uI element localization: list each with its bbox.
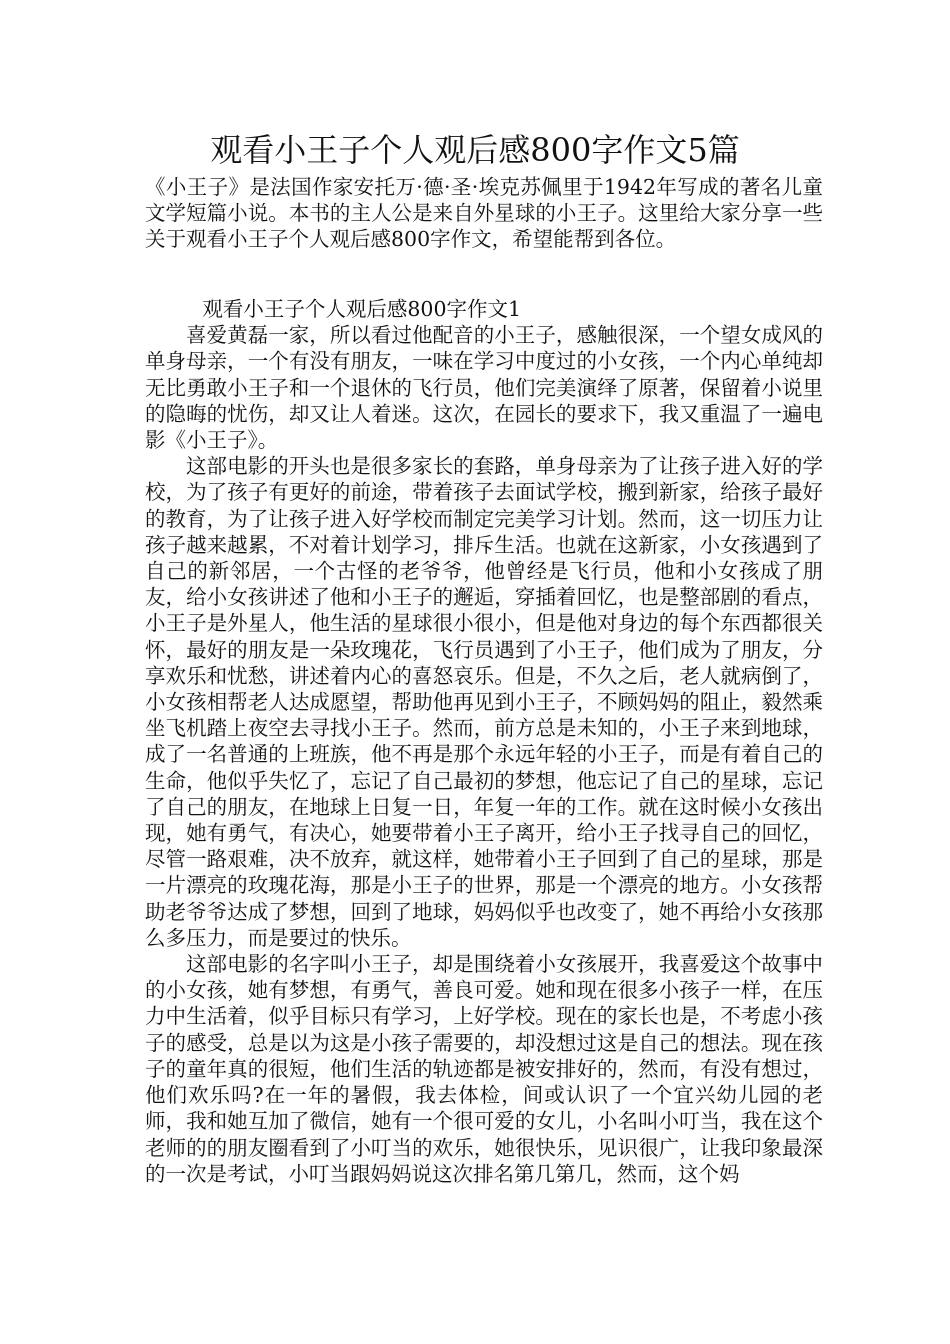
body-paragraph: 这部电影的名字叫小王子，却是围绕着小女孩展开，我喜爱这个故事中的小女孩，她有梦想，有勇气，善良可爱。她和现在很多小孩子一样，在压力中生活着，似乎目标只有学习，上好学校。现在的家长也是，不考虑小孩子的感受，总是以为这是小孩子需要的，却没想过这是自己的想法。现在孩子的童年真的很短，他们生活的轨迹都是被安排好的，然而，有没有想过，他们欢乐吗?在一年的暑假，我去体检，间或认识了一个宜兴幼儿园的老师，我和她互加了微信，她有一个很可爱的女儿，小名叫小叮当，我在这个老师的的朋友圈看到了小叮当的欢乐，她很快乐，见识很广，让我印象最深的一次是考试，小叮当跟妈妈说这次排名第几第几，然而，这个妈 bbox=[145, 952, 823, 1186]
essay-section bbox=[145, 296, 823, 1187]
document-title: 观看小王子个人观后感800字作文5篇 bbox=[210, 131, 740, 169]
section-heading: 观看小王子个人观后感800字作文1 bbox=[202, 297, 522, 321]
body-paragraph: 这部电影的开头也是很多家长的套路，单身母亲为了让孩子进入好的学校，为了孩子有更好的前途，带着孩子去面试学校，搬到新家，给孩子最好的教育，为了让孩子进入好学校而制定完美学习计划。然而，这一切压力让孩子越来越累，不对着计划学习，排斥生活。也就在这新家，小女孩遇到了自己的新邻居，一个古怪的老爷爷，他曾经是飞行员，他和小女孩成了朋友，给小女孩讲述了他和小王子的邂逅，穿插着回忆，也是整部剧的看点，小王子是外星人，他生活的星球很小很小，但是他对身边的每个东西都很关怀，最好的朋友是一朵玫瑰花，飞行员遇到了小王子，他们成为了朋友，分享欢乐和忧愁，讲述着内心的喜怒哀乐。但是，不久之后，老人就病倒了，小女孩相帮老人达成愿望，帮助他再见到小王子，不顾妈妈的阻止，毅然乘坐飞机踏上夜空去寻找小王子。然而，前方总是未知的，小王子来到地球，成了一名普通的上班族，他不再是那个永远年轻的小王子，而是有着自己的生命，他似乎失忆了，忘记了自己最初的梦想，他忘记了自己的星球，忘记了自己的朋友，在地球上日复一日，年复一年的工作。就在这时候小女孩出现，她有勇气，有决心，她要带着小王子离开，给小王子找寻自己的回忆，尽管一路艰难，决不放弃，就这样，她带着小王子回到了自己的星球，那是一片漂亮的玫瑰花海，那是小王子的世界，那是一个漂亮的地方。小女孩帮助老爷爷达成了梦想，回到了地球，妈妈似乎也改变了，她不再给小女孩那么多压力，而是要过的快乐。 bbox=[145, 454, 823, 950]
body-paragraph: 喜爱黄磊一家，所以看过他配音的小王子，感触很深，一个望女成风的单身母亲，一个有没有朋友，一味在学习中度过的小女孩，一个内心单纯却无比勇敢小王子和一个退休的飞行员，他们完美演绎了原著，保留着小说里的隐晦的忧伤，却又让人着迷。这次，在园长的要求下，我又重温了一遍电影《小王子》。 bbox=[145, 323, 823, 453]
intro-paragraph: 《小王子》是法国作家安托万·德·圣·埃克苏佩里于1942年写成的著名儿童文学短篇小说。本书的主人公是来自外星球的小王子。这里给大家分享一些关于观看小王子个人观后感800字作文，希望能帮到各位。 bbox=[145, 175, 823, 252]
